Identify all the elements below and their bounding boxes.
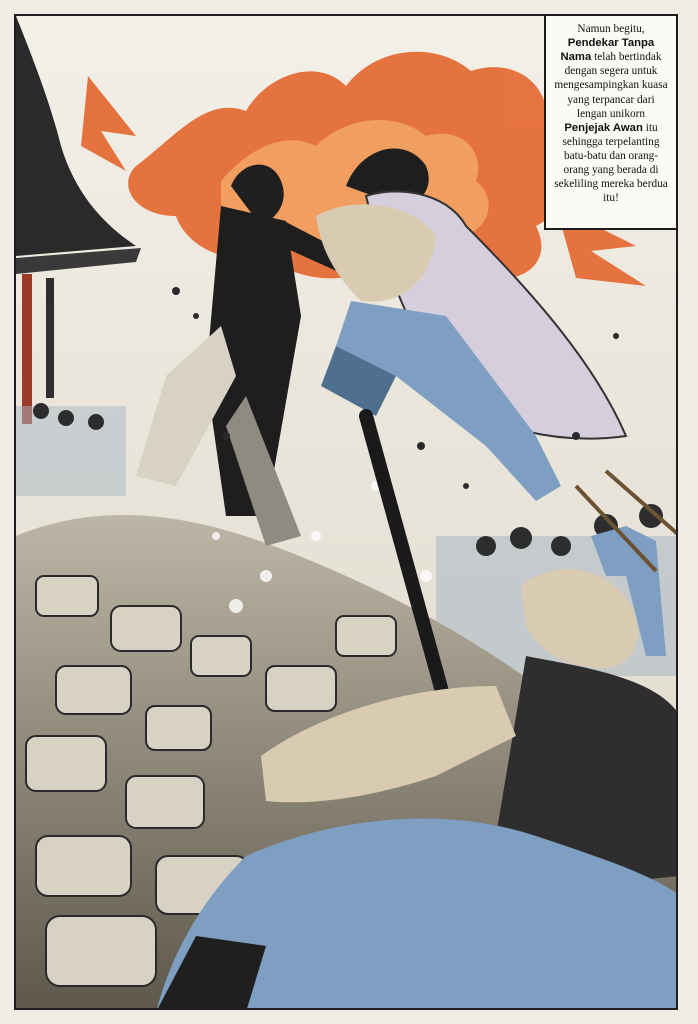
narration-caption-box xyxy=(544,14,678,230)
caption-text-1: Namun begitu, xyxy=(577,23,645,35)
caption-text-2: telah bertindak dengan segera untuk mengesampingkan kuasa yang terpancar dari lengan unikorn xyxy=(554,51,668,120)
crowd-left xyxy=(16,403,126,496)
caption-name-2: Penjejak Awan xyxy=(564,121,643,134)
caption-text-3: itu sehingga terpelanting batu-batu dan orang-orang yang berada di sekeliling mereka berdua itu! xyxy=(554,121,668,205)
caption-name-1: Pendekar Tanpa Nama xyxy=(560,37,655,64)
